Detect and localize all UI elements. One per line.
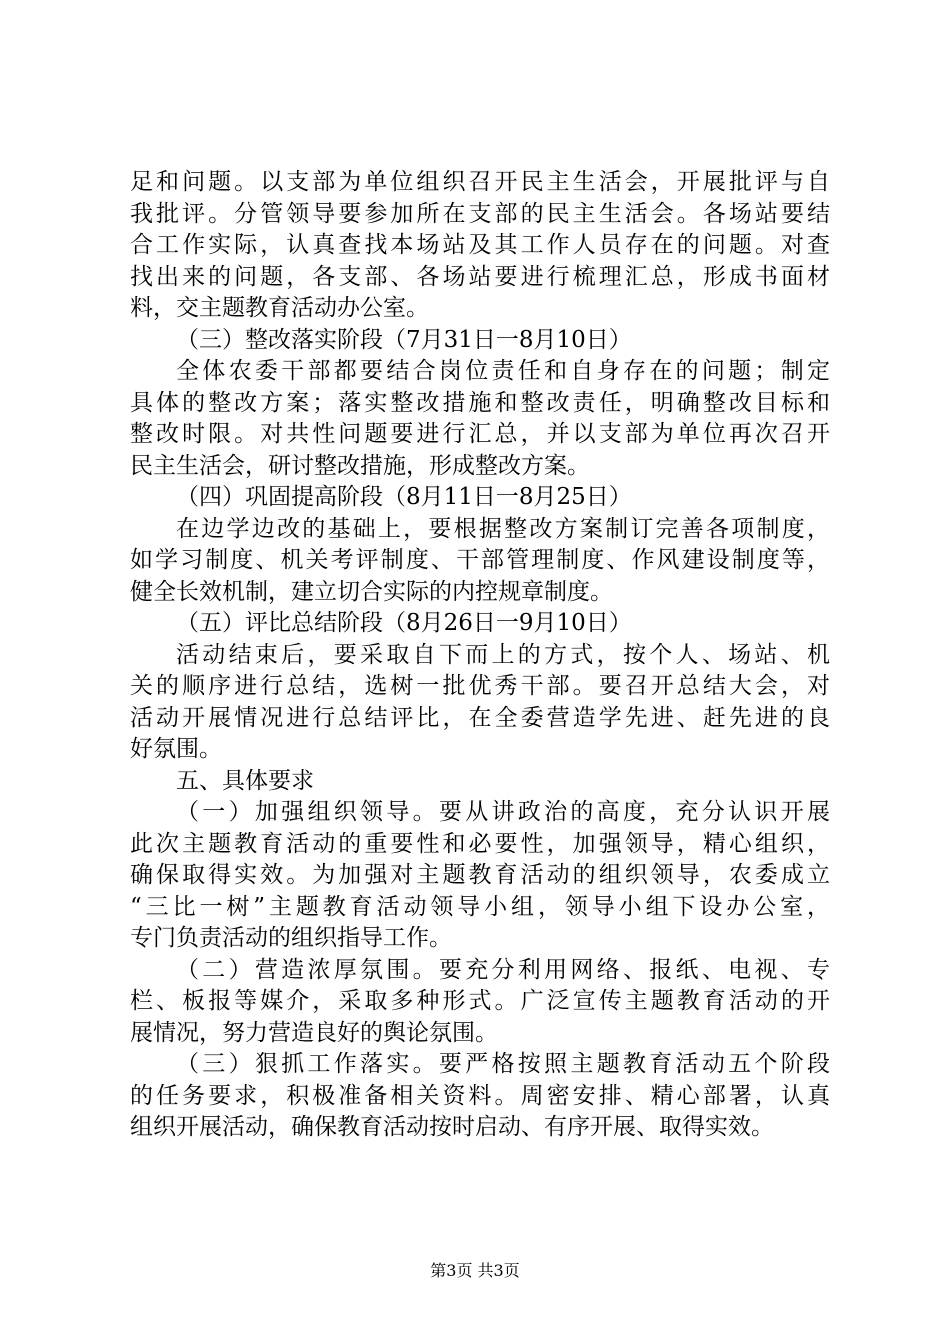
body-line: 足和问题。以支部为单位组织召开民主生活会，开展批评与自 (130, 169, 830, 195)
body-line: 专门负责活动的组织指导工作。 (130, 925, 452, 951)
body-line: 活动结束后，要采取自下而上的方式，按个人、场站、机 (176, 641, 830, 668)
body-line: 合工作实际，认真查找本场站及其工作人员存在的问题。对查 (130, 232, 830, 258)
document-body (130, 167, 830, 1144)
body-line: 的任务要求，积极准备相关资料。周密安排、精心部署，认真 (130, 1082, 830, 1109)
body-line: （二）营造浓厚氛围。要充分利用网络、报纸、电视、专 (176, 956, 830, 983)
body-line: 我批评。分管领导要参加所在支部的民主生活会。各场站要结 (130, 200, 830, 227)
body-line: 民主生活会，研讨整改措施，形成整改方案。 (130, 452, 590, 479)
body-line: 组织开展活动，确保教育活动按时启动、有序开展、取得实效。 (130, 1114, 774, 1140)
section-heading: 五、具体要求 (176, 767, 314, 794)
page-number: 第3页 共3页 (430, 1261, 520, 1280)
section-heading: （三）整改落实阶段（7月31日一8月10日） (176, 326, 632, 353)
body-line: 展情况，努力营造良好的舆论氛围。 (130, 1019, 498, 1046)
body-line: （一）加强组织领导。要从讲政治的高度，充分认识开展 (176, 799, 830, 825)
body-line: 好氛围。 (130, 736, 222, 762)
body-line: 在边学边改的基础上，要根据整改方案制订完善各项制度， (176, 515, 830, 542)
body-line: 具体的整改方案；落实整改措施和整改责任，明确整改目标和 (130, 389, 830, 416)
body-line: （三）狠抓工作落实。要严格按照主题教育活动五个阶段 (176, 1051, 830, 1077)
section-heading: （五）评比总结阶段（8月26日一9月10日） (176, 610, 632, 636)
body-line: 找出来的问题，各支部、各场站要进行梳理汇总，形成书面材 (130, 263, 830, 290)
body-line: 栏、板报等媒介，采取多种形式。广泛宣传主题教育活动的开 (130, 988, 830, 1014)
body-line: “三比一树”主题教育活动领导小组，领导小组下设办公室， (130, 893, 830, 920)
body-line: 如学习制度、机关考评制度、干部管理制度、作风建设制度等， (130, 547, 830, 573)
body-line: 健全长效机制，建立切合实际的内控规章制度。 (130, 578, 613, 605)
body-line: 整改时限。对共性问题要进行汇总，并以支部为单位再次召开 (130, 421, 830, 447)
body-line: 此次主题教育活动的重要性和必要性，加强领导，精心组织， (130, 830, 830, 857)
section-heading: （四）巩固提高阶段（8月11日一8月25日） (176, 484, 632, 510)
body-line: 关的顺序进行总结，选树一批优秀干部。要召开总结大会，对 (130, 673, 830, 699)
body-line: 全体农委干部都要结合岗位责任和自身存在的问题；制定 (176, 358, 830, 384)
body-line: 确保取得实效。为加强对主题教育活动的组织领导，农委成立 (130, 862, 830, 888)
body-line: 料，交主题教育活动办公室。 (130, 295, 429, 321)
body-line: 活动开展情况进行总结评比，在全委营造学先进、赶先进的良 (130, 704, 830, 731)
